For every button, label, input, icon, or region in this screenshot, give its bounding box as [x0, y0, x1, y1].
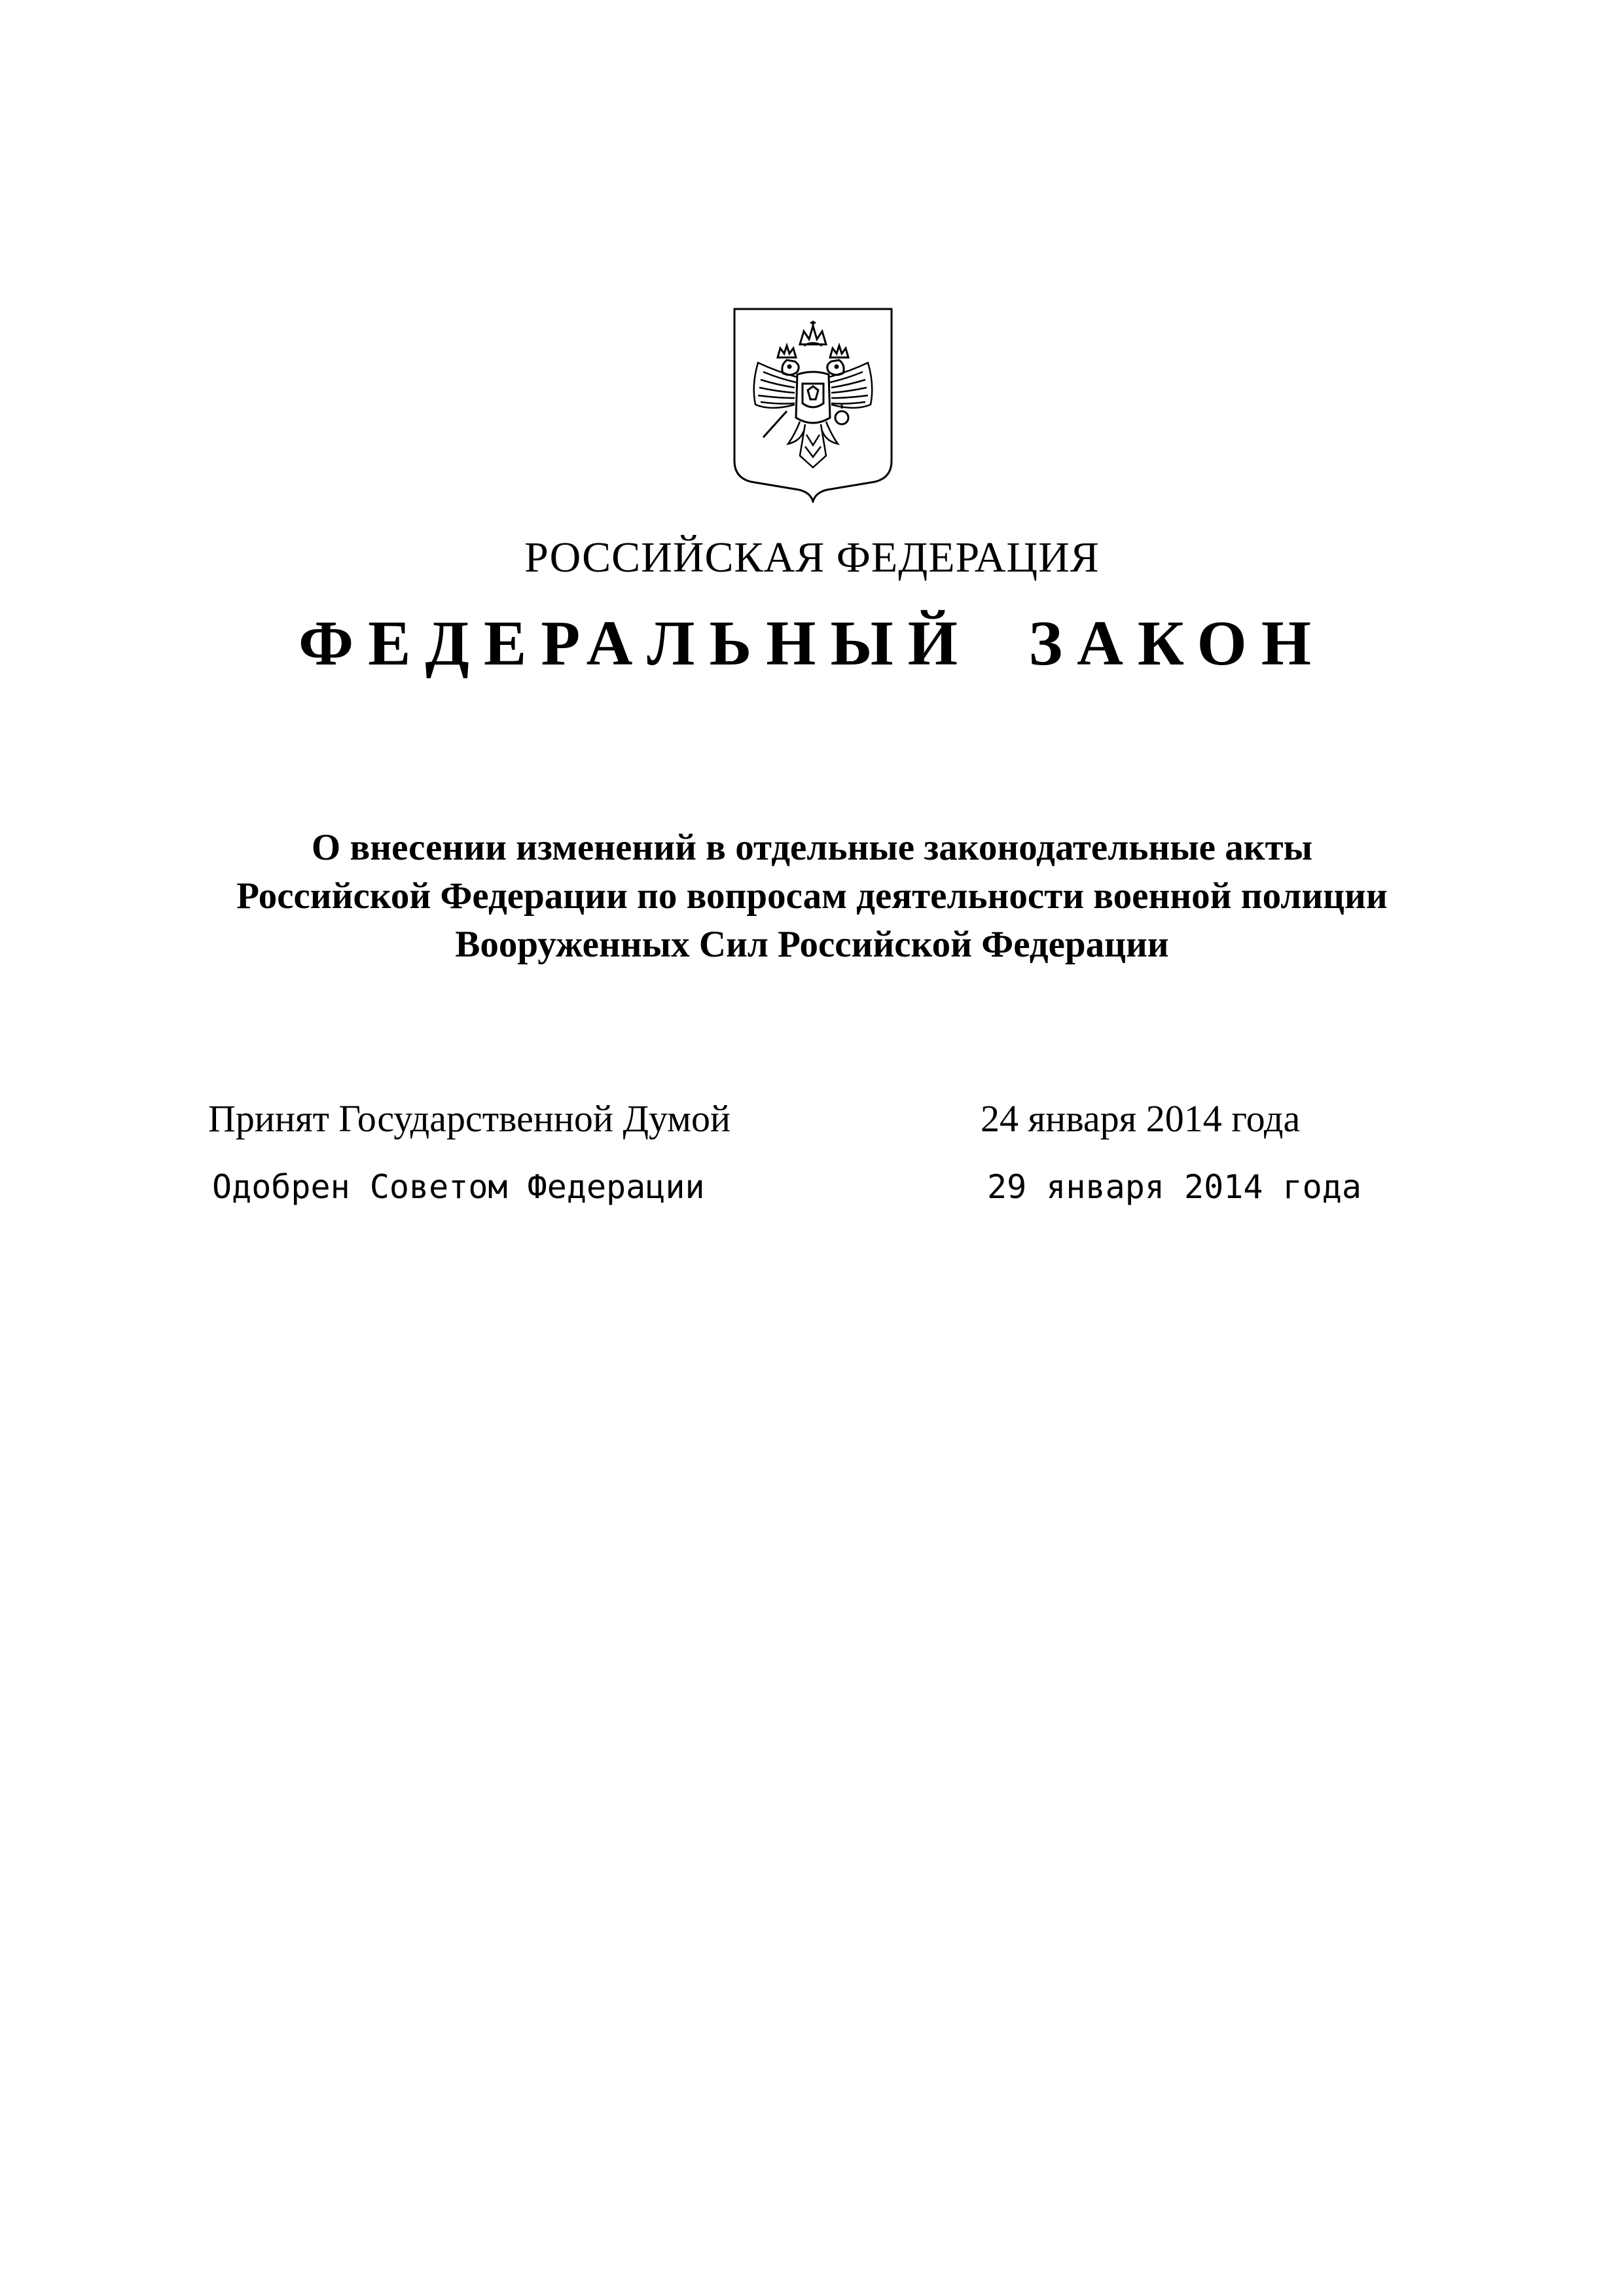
- country-name: РОССИЙСКАЯ ФЕДЕРАЦИЯ: [524, 534, 1100, 581]
- adoption-row-council: [208, 1164, 1452, 1216]
- document-type: ФЕДЕРАЛЬНЫЙ ЗАКОН: [298, 608, 1326, 679]
- council-approval-label: Одобрен Советом Федерации: [212, 1168, 705, 1206]
- duma-adoption-date: 24 января 2014 года: [981, 1097, 1301, 1140]
- law-title: [0, 824, 1624, 969]
- duma-adoption-label: Принят Государственной Думой: [208, 1097, 731, 1140]
- law-title-line-1: О внесении изменений в отдельные законодательные акты: [311, 827, 1313, 868]
- law-title-line-3: Вооруженных Сил Российской Федерации: [455, 924, 1169, 965]
- law-title-line-2: Российской Федерации по вопросам деятельности военной полиции: [236, 875, 1388, 917]
- council-approval-date: 29 января 2014 года: [987, 1168, 1362, 1206]
- adoption-row-duma: [208, 1095, 1452, 1147]
- coat-of-arms-icon: [732, 306, 894, 503]
